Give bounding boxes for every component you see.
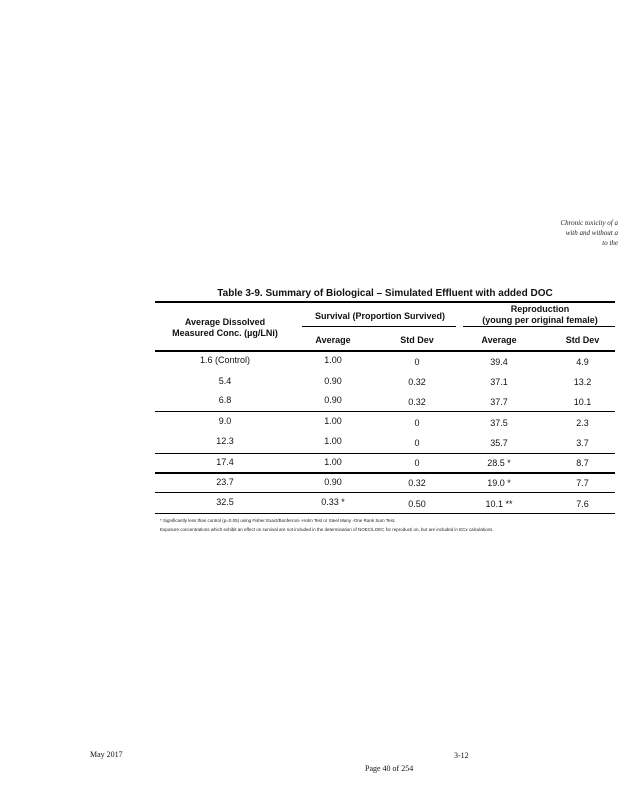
- cell-conc: 6.8: [218, 395, 232, 405]
- cell-survival-stddev: 0: [414, 438, 420, 448]
- table-title: Table 3-9. Summary of Biological – Simulated Effluent with added DOC: [217, 288, 553, 299]
- cell-reproduction-stddev: 3.7: [576, 438, 589, 448]
- cell-reproduction-average: 37.5: [490, 418, 508, 428]
- cell-conc: 17.4: [216, 457, 234, 467]
- cell-survival-average: 1.00: [324, 416, 342, 426]
- cell-survival-average: 0.33 *: [321, 497, 345, 507]
- header-bottom-rule: [155, 350, 615, 352]
- cell-survival-stddev: 0: [414, 458, 420, 468]
- header-reproduction-line2: (young per original female): [482, 315, 598, 325]
- cell-reproduction-stddev: 2.3: [576, 418, 589, 428]
- header-line-2: with and without a: [565, 229, 618, 237]
- header-line-3: to the: [602, 239, 618, 247]
- cell-reproduction-average: 35.7: [490, 438, 508, 448]
- cell-survival-stddev: 0.32: [408, 478, 426, 488]
- cell-reproduction-stddev: 4.9: [576, 357, 589, 367]
- cell-reproduction-average: 39.4: [490, 357, 508, 367]
- cell-conc: 5.4: [218, 376, 232, 386]
- table-note-exposure: Exposure concentrations which exhibit an effect on survival are not included in the determination of NOEC/LOEC for reproducti on, but are included in ECx calculations.: [160, 527, 494, 532]
- cell-survival-average: 0.90: [324, 477, 342, 487]
- table-top-rule: [155, 301, 615, 303]
- cell-conc: 9.0: [218, 416, 232, 426]
- header-reproduction-average: Average: [481, 335, 517, 345]
- cell-reproduction-average: 37.1: [490, 377, 508, 387]
- cell-survival-stddev: 0.32: [408, 397, 426, 407]
- cell-conc: 12.3: [216, 436, 234, 446]
- footer-date: May 2017: [90, 750, 123, 759]
- header-reproduction-stddev: Std Dev: [565, 335, 600, 345]
- cell-reproduction-stddev: 10.1: [573, 397, 592, 407]
- cell-reproduction-average: 37.7: [490, 397, 508, 407]
- header-reproduction-group: [465, 304, 615, 326]
- cell-survival-average: 1.00: [324, 436, 342, 446]
- header-survival-stddev: Std Dev: [400, 335, 434, 345]
- header-line-1: Chronic toxicity of a: [560, 219, 618, 227]
- cell-conc: 32.5: [216, 497, 234, 507]
- reproduction-subrule: [463, 326, 615, 327]
- cell-survival-stddev: 0: [414, 357, 420, 367]
- row-group-rule-1: [155, 411, 615, 412]
- cell-reproduction-average: 19.0 *: [487, 478, 511, 488]
- table-bottom-rule: [155, 513, 615, 514]
- header-reproduction-line1: Reproduction: [510, 304, 570, 314]
- cell-survival-average: 0.90: [324, 376, 342, 386]
- cell-conc: 1.6 (Control): [199, 355, 251, 365]
- row-group-rule-3: [155, 472, 615, 474]
- cell-survival-stddev: 0.32: [408, 377, 426, 387]
- cell-reproduction-average: 28.5 *: [487, 458, 511, 468]
- footer-page-number: Page 40 of 254: [365, 764, 414, 773]
- cell-survival-average: 0.90: [324, 395, 342, 405]
- running-header: [418, 218, 618, 248]
- cell-survival-stddev: 0: [414, 418, 420, 428]
- cell-reproduction-average: 10.1 **: [485, 499, 513, 509]
- cell-reproduction-stddev: 8.7: [576, 458, 589, 468]
- cell-reproduction-stddev: 7.7: [576, 478, 589, 488]
- cell-survival-stddev: 0.50: [408, 499, 426, 509]
- footer-section-page: 3-12: [454, 751, 469, 760]
- row-group-rule-4: [155, 492, 615, 493]
- row-group-rule-2: [155, 453, 615, 454]
- survival-subrule: [302, 326, 456, 327]
- cell-reproduction-stddev: 7.6: [576, 499, 589, 509]
- header-concentration-line1: Average Dissolved: [184, 317, 266, 327]
- cell-survival-average: 1.00: [324, 457, 342, 467]
- cell-survival-average: 1.00: [324, 355, 342, 365]
- header-concentration: [155, 317, 295, 339]
- header-survival-group: Survival (Proportion Survived): [314, 311, 446, 321]
- table-note-significance: * Significantly less than control (p=0.05) using Fisher Exact/Bonferroni -Holm Test or Steel Many -One Rank Sum Test.: [160, 518, 396, 523]
- cell-reproduction-stddev: 13.2: [573, 377, 592, 387]
- cell-conc: 23.7: [216, 477, 234, 487]
- header-concentration-line2: Measured Conc. (µg/LNi): [172, 328, 278, 338]
- header-survival-average: Average: [315, 335, 351, 345]
